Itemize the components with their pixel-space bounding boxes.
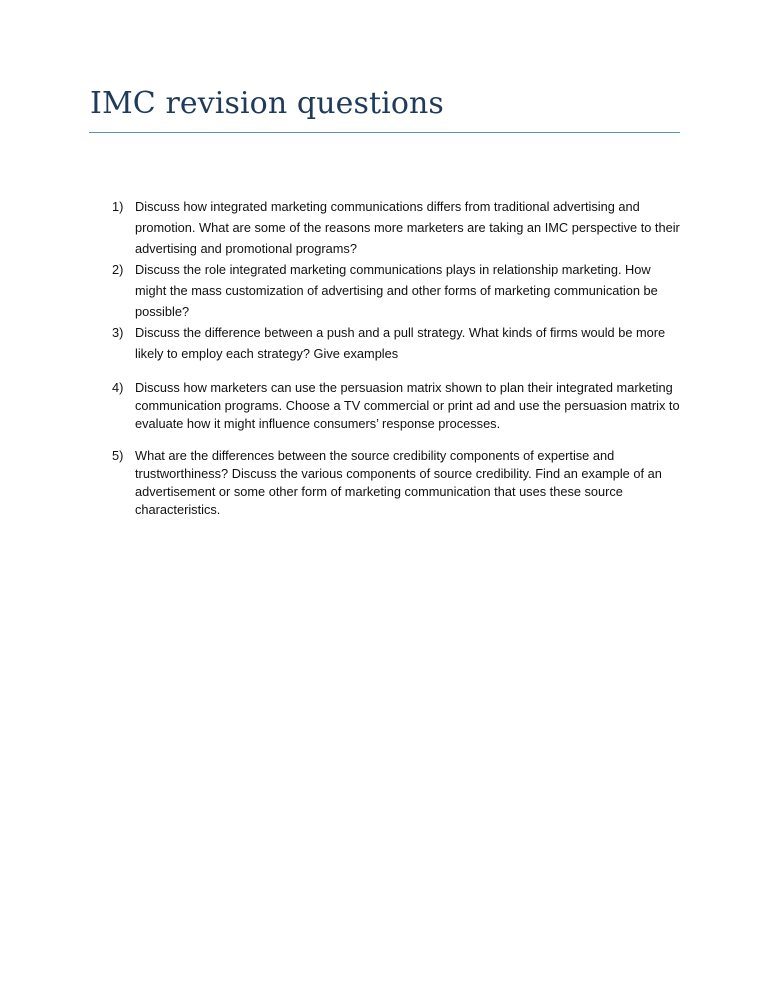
question-number: 4) — [112, 380, 124, 395]
question-text: Discuss the difference between a push and a pull strategy. What kinds of firms would be more likely to employ each strategy? Give examples — [135, 325, 666, 361]
question-list — [108, 196, 683, 519]
question-item — [108, 196, 683, 259]
question-text: Discuss the role integrated marketing communications plays in relationship marketing. How might the mass customization of advertising and other forms of marketing communication be possible? — [135, 262, 658, 319]
question-item — [108, 379, 683, 433]
question-text: Discuss how marketers can use the persuasion matrix shown to plan their integrated marketing communication programs. Choose a TV commercial or print ad and use the persuasion matrix to evaluate how it might influence consumers’ response processes. — [135, 380, 680, 431]
question-number: 1) — [112, 199, 124, 214]
question-number: 5) — [112, 448, 124, 463]
page-title: IMC revision questions — [90, 86, 444, 121]
question-number: 2) — [112, 262, 124, 277]
question-text: Discuss how integrated marketing communications differs from traditional advertising and promotion. What are some of the reasons more marketers are taking an IMC perspective to their advertising and promotional programs? — [135, 199, 680, 256]
question-item — [108, 447, 683, 519]
question-text: What are the differences between the source credibility components of expertise and trustworthiness? Discuss the various components of source credibility. Find an example of an advertisement or some other form of marketing communication that uses these source characteristics. — [135, 448, 662, 517]
question-number: 3) — [112, 325, 124, 340]
title-underline — [89, 132, 680, 133]
question-item — [108, 259, 683, 322]
question-item — [108, 322, 683, 364]
